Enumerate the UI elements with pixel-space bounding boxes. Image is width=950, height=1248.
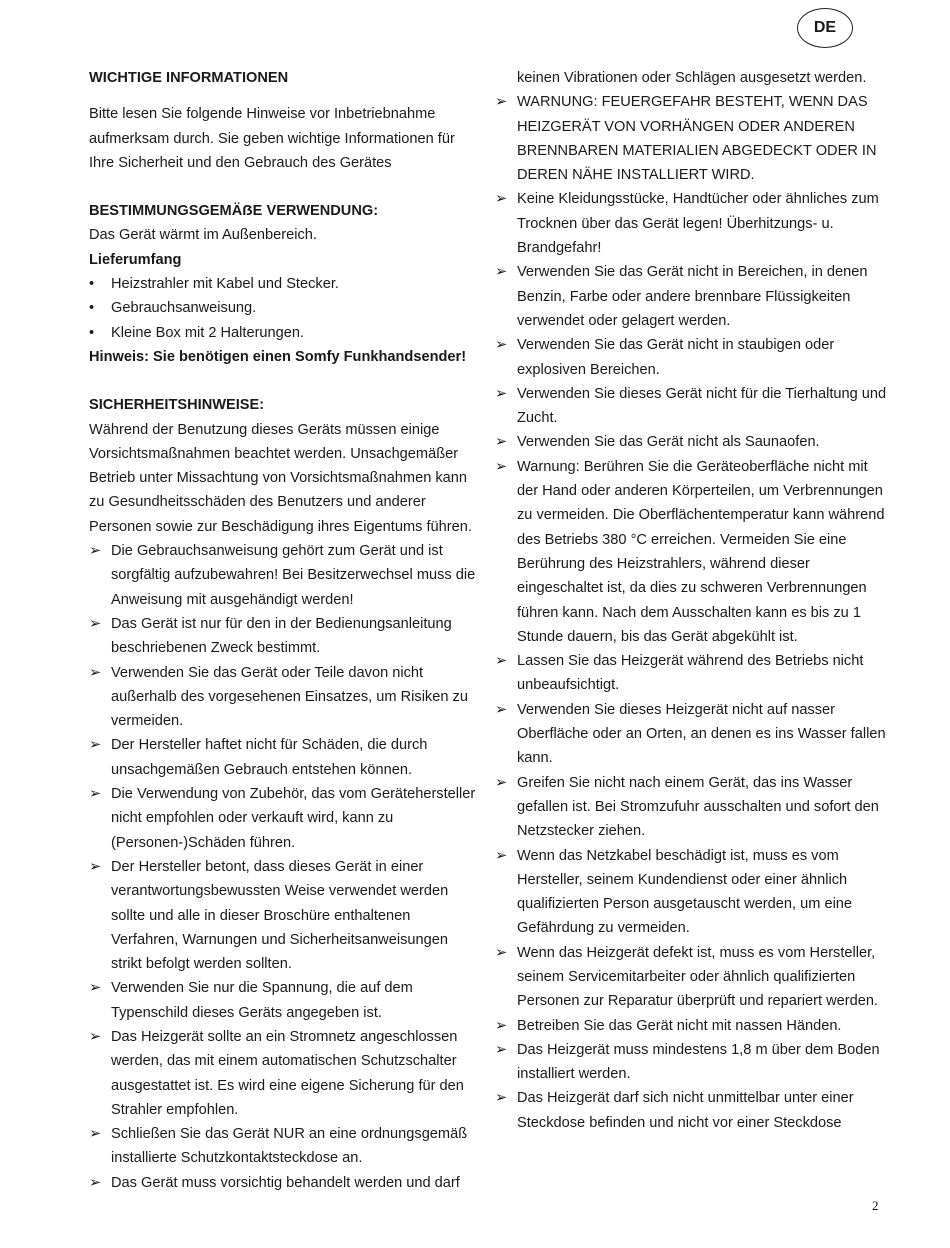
usage-text: Das Gerät wärmt im Außenbereich.: [89, 227, 317, 244]
list-item: ➢ Der Hersteller betont, dass dieses Gerät in einer verantwortungsbewussten Weise verwendet werden sollte und alle in dieser Broschüre enthaltenen Verfahren, Warnungen und Sicherheitsanweisungen strikt befolgt werden sollten.: [89, 855, 481, 976]
list-item: ➢ Verwenden Sie das Gerät nicht in Bereichen, in denen Benzin, Farbe oder andere brennbare Flüssigkeiten verwendet oder gelagert werden.: [495, 260, 890, 333]
arrowhead-bullet-icon: ➢: [89, 543, 102, 560]
language-badge: [797, 8, 853, 48]
arrowhead-bullet-icon: ➢: [495, 458, 508, 475]
list-item: ➢ Betreiben Sie das Gerät nicht mit nassen Händen.: [495, 1014, 890, 1038]
list-item: • Gebrauchsanweisung.: [89, 296, 481, 320]
list-item: ➢ Der Hersteller haftet nicht für Schäden, die durch unsachgemäßen Gebrauch entstehen können.: [89, 733, 481, 782]
heading-safety-notes: SICHERHEITSHINWEISE:: [89, 397, 265, 414]
bullet-dot-icon: •: [89, 324, 95, 341]
scope-list: [89, 272, 481, 345]
safety-intro-paragraph: Während der Benutzung dieses Geräts müssen einige Vorsichtsmaßnahmen beachtet werden. Unsachgemäßer Betrieb unter Missachtung von Vorsichtsmaßnahmen kann zu Gesundheitsschäden des Benutzers und anderer Personen sowie zur Beschädigung ihres Eigentums führen.: [89, 421, 472, 535]
list-item: ➢ Verwenden Sie nur die Spannung, die auf dem Typenschild dieses Geräts angegeben ist.: [89, 976, 481, 1025]
list-item: ➢ Das Gerät ist nur für den in der Bedienungsanleitung beschriebenen Zweck bestimmt.: [89, 612, 481, 661]
list-item: ➢ Das Heizgerät darf sich nicht unmittelbar unter einer Steckdose befinden und nicht vor einer Steckdose: [495, 1086, 890, 1135]
list-item: ➢ Wenn das Heizgerät defekt ist, muss es vom Hersteller, seinem Servicemitarbeiter oder ähnlich qualifizierten Personen zur Reparatur überprüft und repariert werden.: [495, 941, 890, 1014]
left-column: [89, 66, 481, 1195]
arrowhead-bullet-icon: ➢: [495, 191, 508, 208]
list-item: ➢ Verwenden Sie das Gerät oder Teile davon nicht außerhalb des vorgesehenen Einsatzes, um Risiken zu vermeiden.: [89, 661, 481, 734]
page-number: 2: [872, 1198, 879, 1213]
arrowhead-bullet-icon: ➢: [89, 1028, 102, 1045]
list-item: • Heizstrahler mit Kabel und Stecker.: [89, 272, 481, 296]
note-text: Hinweis: Sie benötigen einen Somfy Funkhandsender!: [89, 348, 467, 365]
arrowhead-bullet-icon: ➢: [495, 653, 508, 670]
arrowhead-bullet-icon: ➢: [495, 701, 508, 718]
arrowhead-bullet-icon: ➢: [89, 664, 102, 681]
list-item: ➢ Wenn das Netzkabel beschädigt ist, muss es vom Hersteller, seinem Kundendienst oder einer ähnlich qualifizierten Person ausgetauscht werden, um eine Gefährdung zu vermeiden.: [495, 844, 890, 941]
continuation-text: keinen Vibrationen oder Schlägen ausgesetzt werden.: [517, 70, 867, 86]
arrowhead-bullet-icon: ➢: [495, 847, 508, 864]
list-item: ➢ Das Heizgerät muss mindestens 1,8 m über dem Boden installiert werden.: [495, 1038, 890, 1087]
arrowhead-bullet-icon: ➢: [89, 737, 102, 754]
list-item: ➢ Schließen Sie das Gerät NUR an eine ordnungsgemäß installierte Schutzkontaktsteckdose an.: [89, 1122, 481, 1171]
arrowhead-bullet-icon: ➢: [89, 1174, 102, 1191]
arrowhead-bullet-icon: ➢: [89, 615, 102, 632]
heading-important-info: WICHTIGE INFORMATIONEN: [89, 70, 289, 86]
arrowhead-bullet-icon: ➢: [89, 858, 102, 875]
list-item: ➢ Verwenden Sie dieses Heizgerät nicht auf nasser Oberfläche oder an Orten, an denen es ins Wasser fallen kann.: [495, 698, 890, 771]
list-item: ➢ Das Heizgerät sollte an ein Stromnetz angeschlossen werden, das mit einem automatischen Schutzschalter ausgestattet ist. Es wird eine eigene Sicherung für den Strahler empfohlen.: [89, 1025, 481, 1122]
arrowhead-bullet-icon: ➢: [495, 1041, 508, 1058]
bullet-dot-icon: •: [89, 276, 95, 293]
arrowhead-bullet-icon: ➢: [495, 1017, 508, 1034]
arrowhead-bullet-icon: ➢: [89, 1126, 102, 1143]
heading-scope-of-delivery: Lieferumfang: [89, 251, 182, 268]
heading-intended-use: BESTIMMUNGSGEMÄẞE VERWENDUNG:: [89, 203, 379, 220]
arrowhead-bullet-icon: ➢: [495, 385, 508, 402]
language-badge-label: DE: [813, 19, 837, 36]
arrowhead-bullet-icon: ➢: [495, 94, 508, 111]
intro-paragraph: Bitte lesen Sie folgende Hinweise vor Inbetriebnahme aufmerksam durch. Sie geben wichtige Informationen für Ihre Sicherheit und den Gebrauch des Gerätes: [89, 106, 455, 171]
safety-list-right: [495, 90, 890, 1135]
arrowhead-bullet-icon: ➢: [495, 337, 508, 354]
list-item: ➢ Warnung: Berühren Sie die Geräteoberfläche nicht mit der Hand oder anderen Körperteilen, um Verbrennungen zu vermeiden. Die Oberflächentemperatur kann während des Betriebs 380 °C erreichen. Vermeiden Sie eine Berührung des Heizstrahlers, während dieser eingeschaltet ist, da dies zu schweren Verbrennungen führen kann. Nach dem Ausschalten kann es bis zu 1 Stunde dauern, bis das Gerät abgekühlt ist.: [495, 455, 890, 649]
right-column: [495, 66, 890, 1135]
bullet-dot-icon: •: [89, 300, 95, 317]
list-item: ➢ Verwenden Sie das Gerät nicht in staubigen oder explosiven Bereichen.: [495, 333, 890, 382]
list-item: ➢ WARNUNG: FEUERGEFAHR BESTEHT, WENN DAS HEIZGERÄT VON VORHÄNGEN ODER ANDEREN BRENNBAREN MATERIALIEN ABGEDECKT ODER IN DEREN NÄHE INSTALLIERT WIRD.: [495, 90, 890, 187]
arrowhead-bullet-icon: ➢: [495, 434, 508, 451]
arrowhead-bullet-icon: ➢: [495, 1090, 508, 1107]
list-item: ➢ Verwenden Sie das Gerät nicht als Saunaofen.: [495, 430, 890, 454]
list-item: ➢ Verwenden Sie dieses Gerät nicht für die Tierhaltung und Zucht.: [495, 382, 890, 431]
arrowhead-bullet-icon: ➢: [495, 264, 508, 281]
list-item: ➢ Lassen Sie das Heizgerät während des Betriebs nicht unbeaufsichtigt.: [495, 649, 890, 698]
list-item: • Kleine Box mit 2 Halterungen.: [89, 321, 481, 345]
list-item: ➢ Greifen Sie nicht nach einem Gerät, das ins Wasser gefallen ist. Bei Stromzufuhr ausschalten und sofort den Netzstecker ziehen.: [495, 771, 890, 844]
list-item: ➢ Die Verwendung von Zubehör, das vom Gerätehersteller nicht empfohlen oder verkauft wird, kann zu (Personen-)Schäden führen.: [89, 782, 481, 855]
arrowhead-bullet-icon: ➢: [89, 786, 102, 803]
arrowhead-bullet-icon: ➢: [495, 944, 508, 961]
safety-list-left: [89, 539, 481, 1195]
arrowhead-bullet-icon: ➢: [495, 774, 508, 791]
list-item: ➢ Das Gerät muss vorsichtig behandelt werden und darf: [89, 1171, 481, 1195]
list-item: ➢ Keine Kleidungsstücke, Handtücher oder ähnliches zum Trocknen über das Gerät legen! Überhitzungs- u. Brandgefahr!: [495, 187, 890, 260]
arrowhead-bullet-icon: ➢: [89, 980, 102, 997]
list-item: ➢ Die Gebrauchsanweisung gehört zum Gerät und ist sorgfältig aufzubewahren! Bei Besitzerwechsel muss die Anweisung mit ausgehändigt werden!: [89, 539, 481, 612]
